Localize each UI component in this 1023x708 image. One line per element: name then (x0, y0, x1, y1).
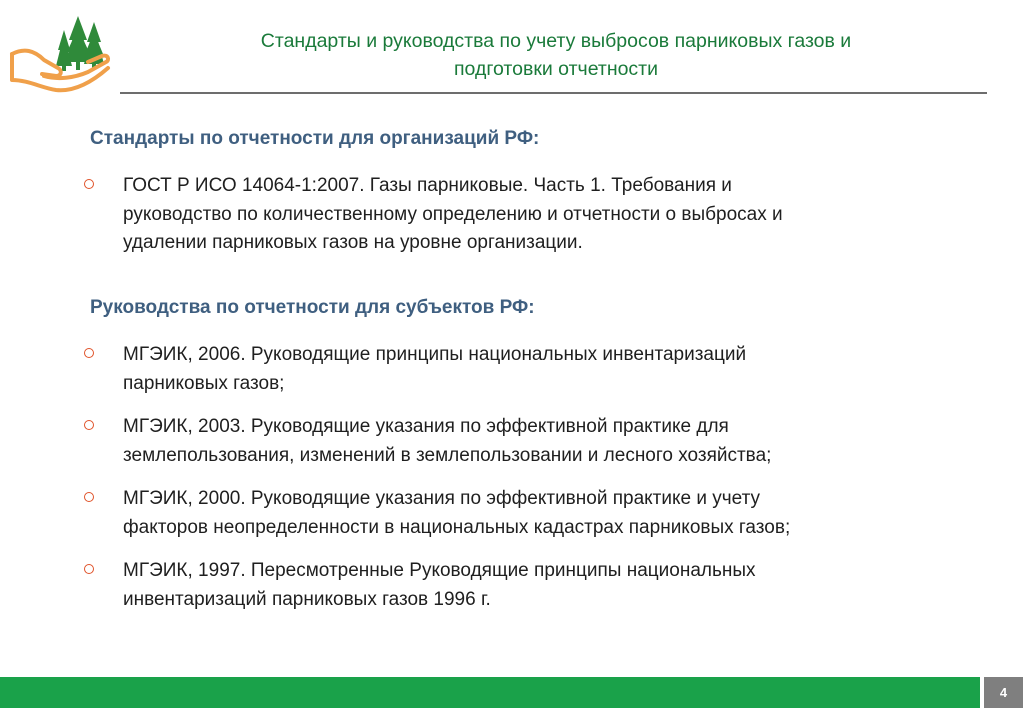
fir-trees-icon (56, 16, 104, 71)
slide-title (150, 27, 962, 83)
slide-title-line-2: подготовки отчетности (453, 58, 659, 80)
list-item-line: парниковых газов; (123, 372, 285, 394)
title-divider (120, 92, 987, 94)
list-item-line: факторов неопределенности в национальных кадастрах парниковых газов; (123, 516, 791, 538)
section-heading-organizations: Стандарты по отчетности для организаций РФ: (90, 128, 540, 149)
list-item-text (123, 413, 983, 470)
list-item-line: инвентаризаций парниковых газов 1996 г. (123, 588, 491, 610)
hollow-circle-bullet-icon (84, 348, 94, 358)
list-item-line: МГЭИК, 1997. Пересмотренные Руководящие принципы национальных (123, 560, 756, 581)
list-item-line: МГЭИК, 2000. Руководящие указания по эффективной практике и учету (123, 488, 761, 509)
list-item-text (123, 172, 983, 258)
hollow-circle-bullet-icon (84, 492, 94, 502)
list-item-line: руководство по количественному определению и отчетности о выбросах и (123, 203, 783, 225)
footer-bar (0, 677, 980, 708)
hollow-circle-bullet-icon (84, 564, 94, 574)
hand-holding-trees-icon (8, 14, 112, 98)
list-item-line: МГЭИК, 2006. Руководящие принципы национальных инвентаризаций (123, 344, 747, 365)
page-number: 4 (984, 677, 1023, 708)
list-item-line: МГЭИК, 2003. Руководящие указания по эффективной практике для (123, 416, 729, 437)
list-item-text (123, 341, 983, 398)
section-heading-subjects: Руководства по отчетности для субъектов РФ: (90, 297, 535, 318)
hollow-circle-bullet-icon (84, 420, 94, 430)
list-item-text (123, 557, 983, 614)
list-item-text (123, 485, 983, 542)
list-item-line: удалении парниковых газов на уровне организации. (123, 232, 583, 253)
list-item-line: землепользования, изменений в землепользовании и лесного хозяйства; (123, 444, 772, 466)
slide-title-line-1: Стандарты и руководства по учету выбросов парниковых газов и (260, 30, 852, 52)
list-item-line: ГОСТ Р ИСО 14064-1:2007. Газы парниковые. Часть 1. Требования и (123, 175, 732, 196)
hollow-circle-bullet-icon (84, 179, 94, 189)
